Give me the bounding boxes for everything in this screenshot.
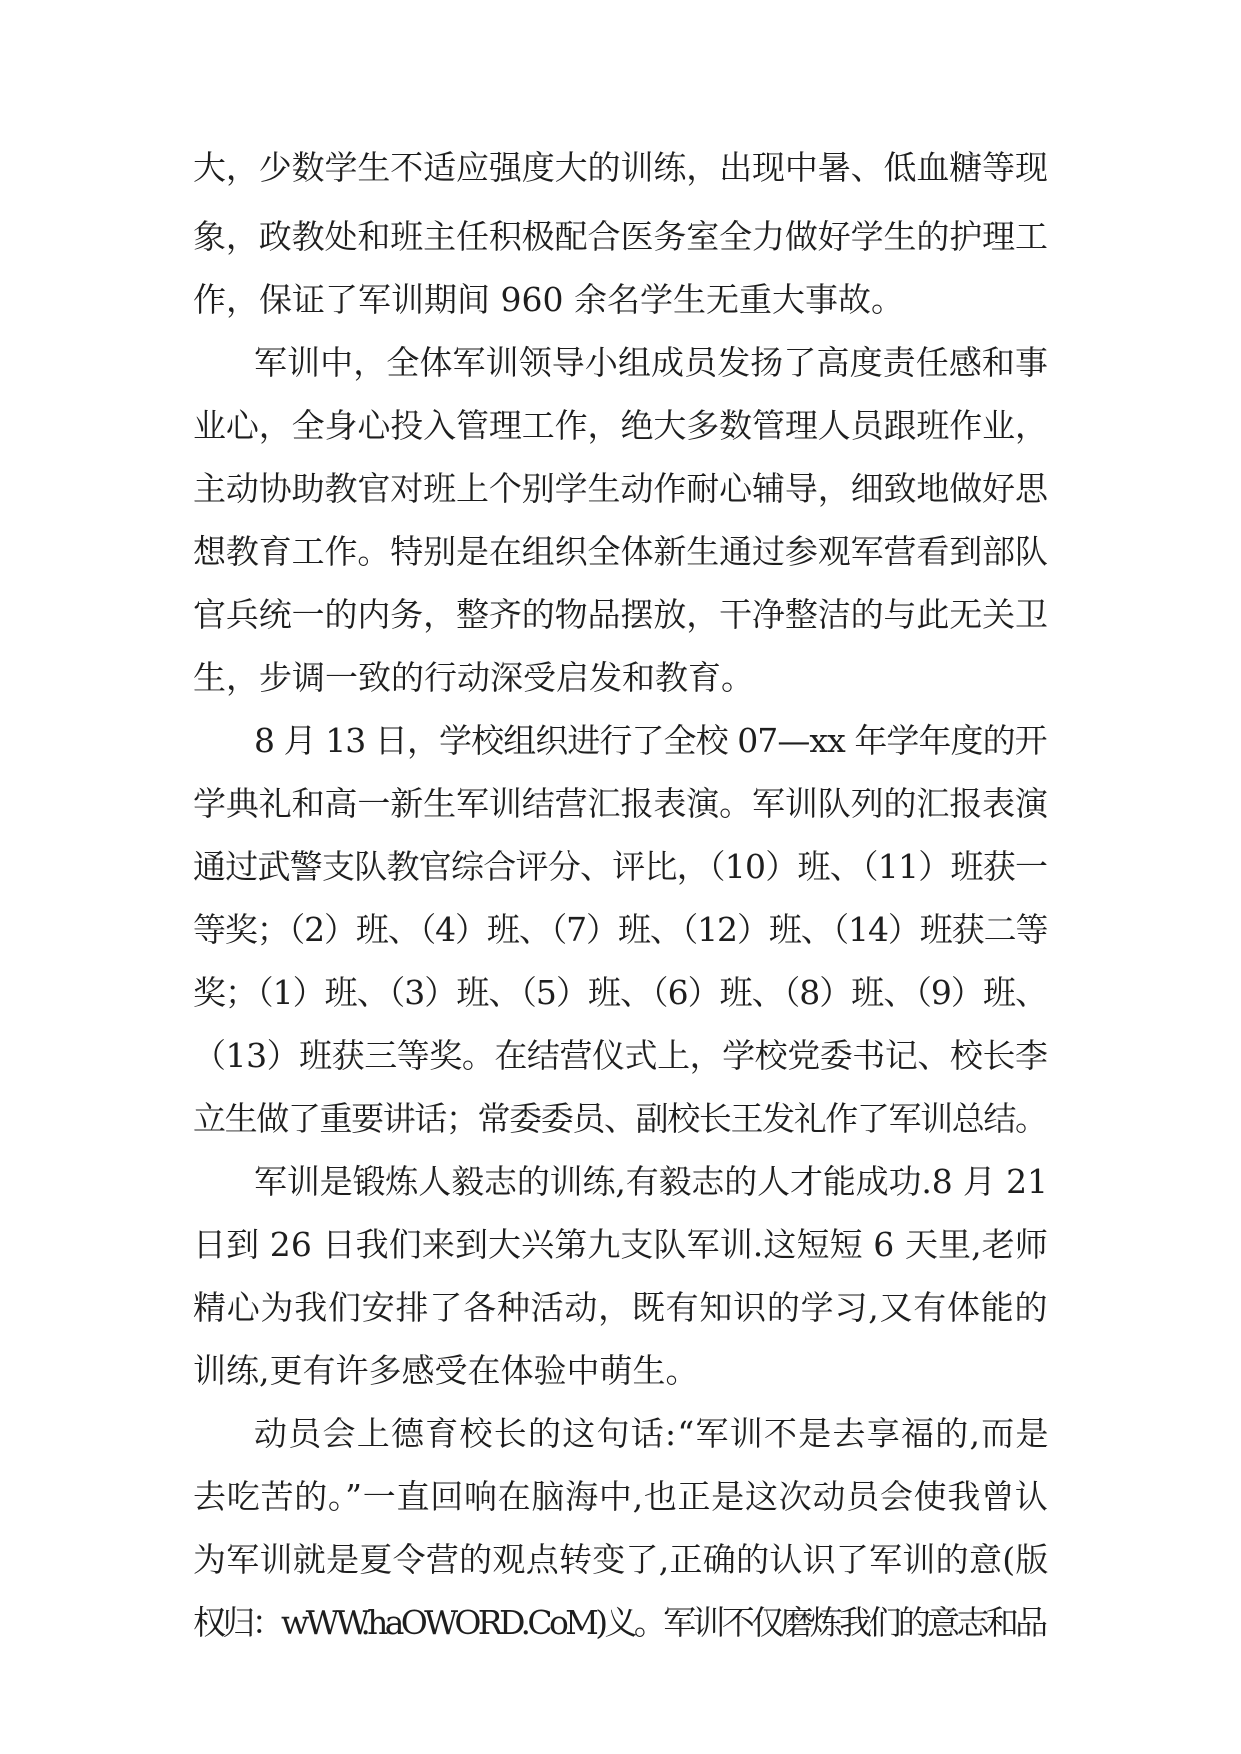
text-line: 为军训就是夏令营的观点转变了,正确的认识了军训的意(版 bbox=[193, 1540, 1049, 1579]
text-line: 等奖；（2）班、（4）班、（7）班、（12）班、（14）班获二等 bbox=[193, 910, 1048, 949]
text-line: 日到 26 日我们来到大兴第九支队军训.这短短 6 天里,老师 bbox=[193, 1225, 1048, 1264]
text-line: 奖；（1）班、（3）班、（5）班、（6）班、（8）班、（9）班、 bbox=[193, 973, 1048, 1012]
text-line: 生，步调一致的行动深受启发和教育。 bbox=[193, 658, 754, 697]
text-line: 去吃苦的。”一直回响在脑海中,也正是这次动员会使我曾认 bbox=[193, 1477, 1049, 1516]
text-line: 大，少数学生不适应强度大的训练，出现中暑、低血糖等现 bbox=[193, 148, 1048, 187]
text-line: 精心为我们安排了各种活动，既有知识的学习,又有体能的 bbox=[193, 1288, 1049, 1327]
text-line: 主动协助教官对班上个别学生动作耐心辅导，细致地做好思 bbox=[193, 469, 1048, 508]
text-line: 动员会上德育校长的这句话:“军训不是去享福的,而是 bbox=[254, 1414, 1050, 1453]
text-line: 通过武警支队教官综合评分、评比，（10）班、（11）班获一 bbox=[193, 847, 1048, 886]
text-line: 军训中，全体军训领导小组成员发扬了高度责任感和事 bbox=[254, 343, 1049, 382]
text-line: 想教育工作。特别是在组织全体新生通过参观军营看到部队 bbox=[193, 532, 1048, 571]
text-line: 8 月 13 日，学校组织进行了全校 07—xx 年学年度的开 bbox=[254, 721, 1047, 760]
text-line: 训练,更有许多感受在体验中萌生。 bbox=[193, 1351, 699, 1390]
text-line: 权归：wWW.haOWORD.CoM)义。军训不仅磨炼我们的意志和品 bbox=[193, 1603, 1045, 1642]
text-line: 作，保证了军训期间 960 余名学生无重大事故。 bbox=[193, 280, 904, 319]
text-line: 业心，全身心投入管理工作，绝大多数管理人员跟班作业， bbox=[193, 406, 1048, 445]
text-line: （13）班获三等奖。在结营仪式上，学校党委书记、校长李 bbox=[193, 1036, 1048, 1075]
text-line: 象，政教处和班主任积极配合医务室全力做好学生的护理工 bbox=[193, 217, 1048, 256]
text-line: 立生做了重要讲话；常委委员、副校长王发礼作了军训总结。 bbox=[193, 1099, 1047, 1138]
text-line: 官兵统一的内务，整齐的物品摆放，干净整洁的与此无关卫 bbox=[193, 595, 1048, 634]
text-line: 学典礼和高一新生军训结营汇报表演。军训队列的汇报表演 bbox=[193, 784, 1048, 823]
text-line: 军训是锻炼人毅志的训练,有毅志的人才能成功.8 月 21 bbox=[254, 1162, 1048, 1201]
